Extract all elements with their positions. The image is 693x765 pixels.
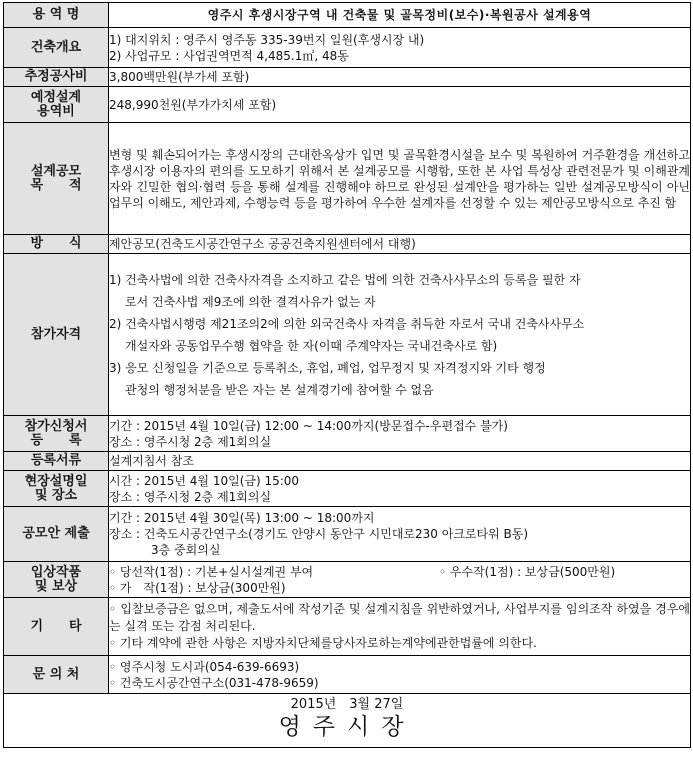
design-fee-value: 248,990천원(부가가치세 포함) [109,87,691,123]
contact-label: 문 의 처 [4,656,109,694]
submission-content [109,507,691,562]
qualification-row [4,254,691,416]
project-name-label: 용 역 명 [4,3,109,28]
overview-location: 1) 대지위치 : 영주시 영주동 335-39번지 일원(후생시장 내) [109,32,425,47]
overview-content [109,28,691,68]
contact-content [109,656,691,694]
submission-place-detail: 3층 중회의실 [151,543,221,557]
contact-row [4,656,691,694]
submission-label: 공모안 제출 [4,507,109,562]
cost-value: 3,800백만원(부가세 포함) [109,68,691,87]
design-fee-label-line1: 예정설계 [30,89,82,105]
awards-honorable: ◦ 가 작(1점) : 보상금(300만원) [109,580,286,595]
briefing-content [109,471,691,507]
purpose-label-line2: 목 적 [30,177,82,193]
briefing-time: 시간 : 2015년 4월 10일(금) 15:00 [109,473,300,488]
registration-place: 장소 : 영주시청 2층 제1회의실 [109,434,272,449]
awards-first-line [109,564,690,580]
notice-table [3,2,691,748]
cost-label: 추정공사비 [4,68,109,87]
registration-label [4,416,109,452]
other-note-1: ◦ 입찰보증금은 없으며, 제출도서에 작성기준 및 설계지침을 위반하였거나, 사업부지를 임의조작 하였을 경우에는 실격 또는 감점 처리된다. [109,602,690,633]
awards-label [4,562,109,598]
qualification-item-1-line2: 로서 건축사법 제9조에 의한 결격사유가 없는 자 [125,294,376,309]
qualification-label: 참가자격 [4,254,109,416]
qualification-item-3-line2: 관청의 행정처분을 받은 자는 본 설계경기에 참여할 수 없음 [125,382,434,397]
overview-scale: 2) 사업규모 : 사업권역면적 4,485.1㎡, 48동 [109,48,349,63]
design-fee-label [4,87,109,123]
qualification-item-1-line1: 1) 건축사법에 의한 건축사자격을 소지하고 같은 법에 의한 건축사사무소의 등록을 필한 자 [109,272,581,287]
contact-institute: ◦ 건축도시공간연구소(031-478-9659) [109,675,319,690]
overview-row [4,28,691,68]
qualification-item-3-line1: 3) 응모 신청일을 기준으로 등록취소, 휴업, 폐업, 업무정지 및 자격정지와 기타 행정 [109,360,546,375]
other-row [4,598,691,656]
footer-cell [4,694,691,748]
purpose-label-line1: 설계공모 [30,163,82,179]
issuing-authority: 영주시장 [278,714,416,740]
documents-value: 설계지침서 참조 [109,452,691,471]
purpose-row [4,123,691,235]
other-note-2: ◦ 기타 계약에 관한 사항은 지방자치단체를당사자로하는계약에관한법률에 의한다. [109,636,537,650]
registration-period: 기간 : 2015년 4월 10일(금) 12:00 ~ 14:00까지(방문접수-우편접수 불가) [109,418,508,433]
notice-date: 2015년 3월 27일 [290,697,404,712]
submission-period: 기간 : 2015년 4월 30일(목) 13:00 ~ 18:00까지 [109,511,375,525]
briefing-label-line2: 및 장소 [34,487,78,503]
purpose-label [4,123,109,235]
registration-row [4,416,691,452]
awards-excellent: ◦ 우수작(1점) : 보상금(500만원) [439,564,616,579]
method-label: 방 식 [4,235,109,254]
briefing-label-line1: 현장설명일 [24,473,88,489]
awards-row [4,562,691,598]
qualification-item-1 [109,269,690,313]
footer-row [4,694,691,748]
briefing-label [4,471,109,507]
project-name-row [4,3,691,28]
registration-content [109,416,691,452]
contact-city-hall: ◦ 영주시청 도시과(054-639-6693) [109,659,300,674]
method-row [4,235,691,254]
purpose-text: 변형 및 훼손되어가는 후생시장의 근대한옥상가 입면 및 골목환경시설을 보수 및 복원하여 거주환경을 개선하고 후생시장 이용자의 편의를 도모하기 위해서 본 설계공모를 시행함, 또한 본 사업 특성상 관련전문가 및 이해관계자와 긴밀한 협의·협력 등을 통해 설계를 진행해야 하므로 완성된 설계안을 평가하는 일반 설계공모방식이 아닌 업무의 이해도, 제안과제, 수행능력 등을 평가하여 우수한 설계자를 선정할 수 있는 제안공모방식으로 추진 함 [109,123,691,235]
documents-label: 등록서류 [4,452,109,471]
briefing-place: 장소 : 영주시청 2층 제1회의실 [109,489,272,504]
submission-place: 장소 : 건축도시공간연구소(경기도 안양시 동안구 시민대로230 아크로타워 B동) [109,527,529,541]
awards-content [109,562,691,598]
other-label: 기 타 [4,598,109,656]
qualification-item-2-line2: 개설자와 공동업무수행 협약을 한 자(이때 주계약자는 국내건축사로 함) [125,338,498,353]
briefing-row [4,471,691,507]
design-fee-label-line2: 용역비 [37,103,75,119]
project-title: 영주시 후생시장구역 내 건축물 및 골목정비(보수)·복원공사 설계용역 [109,3,691,28]
method-value: 제안공모(건축도시공간연구소 공공건축지원센터에서 대행) [109,235,691,254]
qualification-content [109,254,691,416]
registration-label-line1: 참가신청서 [24,418,88,434]
awards-label-line1: 입상작품 [30,564,82,580]
overview-label: 건축개요 [4,28,109,68]
awards-winner: ◦ 당선작(1점) : 기본+실시설계권 부여 [109,564,314,579]
submission-row [4,507,691,562]
qualification-item-2-line1: 2) 건축사법시행령 제21조의2에 의한 외국건축사 자격을 취득한 자로서 국내 건축사사무소 [109,316,585,331]
awards-label-line2: 및 보상 [34,578,78,594]
qualification-item-3 [109,357,690,401]
qualification-item-2 [109,313,690,357]
design-fee-row [4,87,691,123]
registration-label-line2: 등 록 [30,432,82,448]
documents-row [4,452,691,471]
other-content [109,598,691,656]
cost-row [4,68,691,87]
